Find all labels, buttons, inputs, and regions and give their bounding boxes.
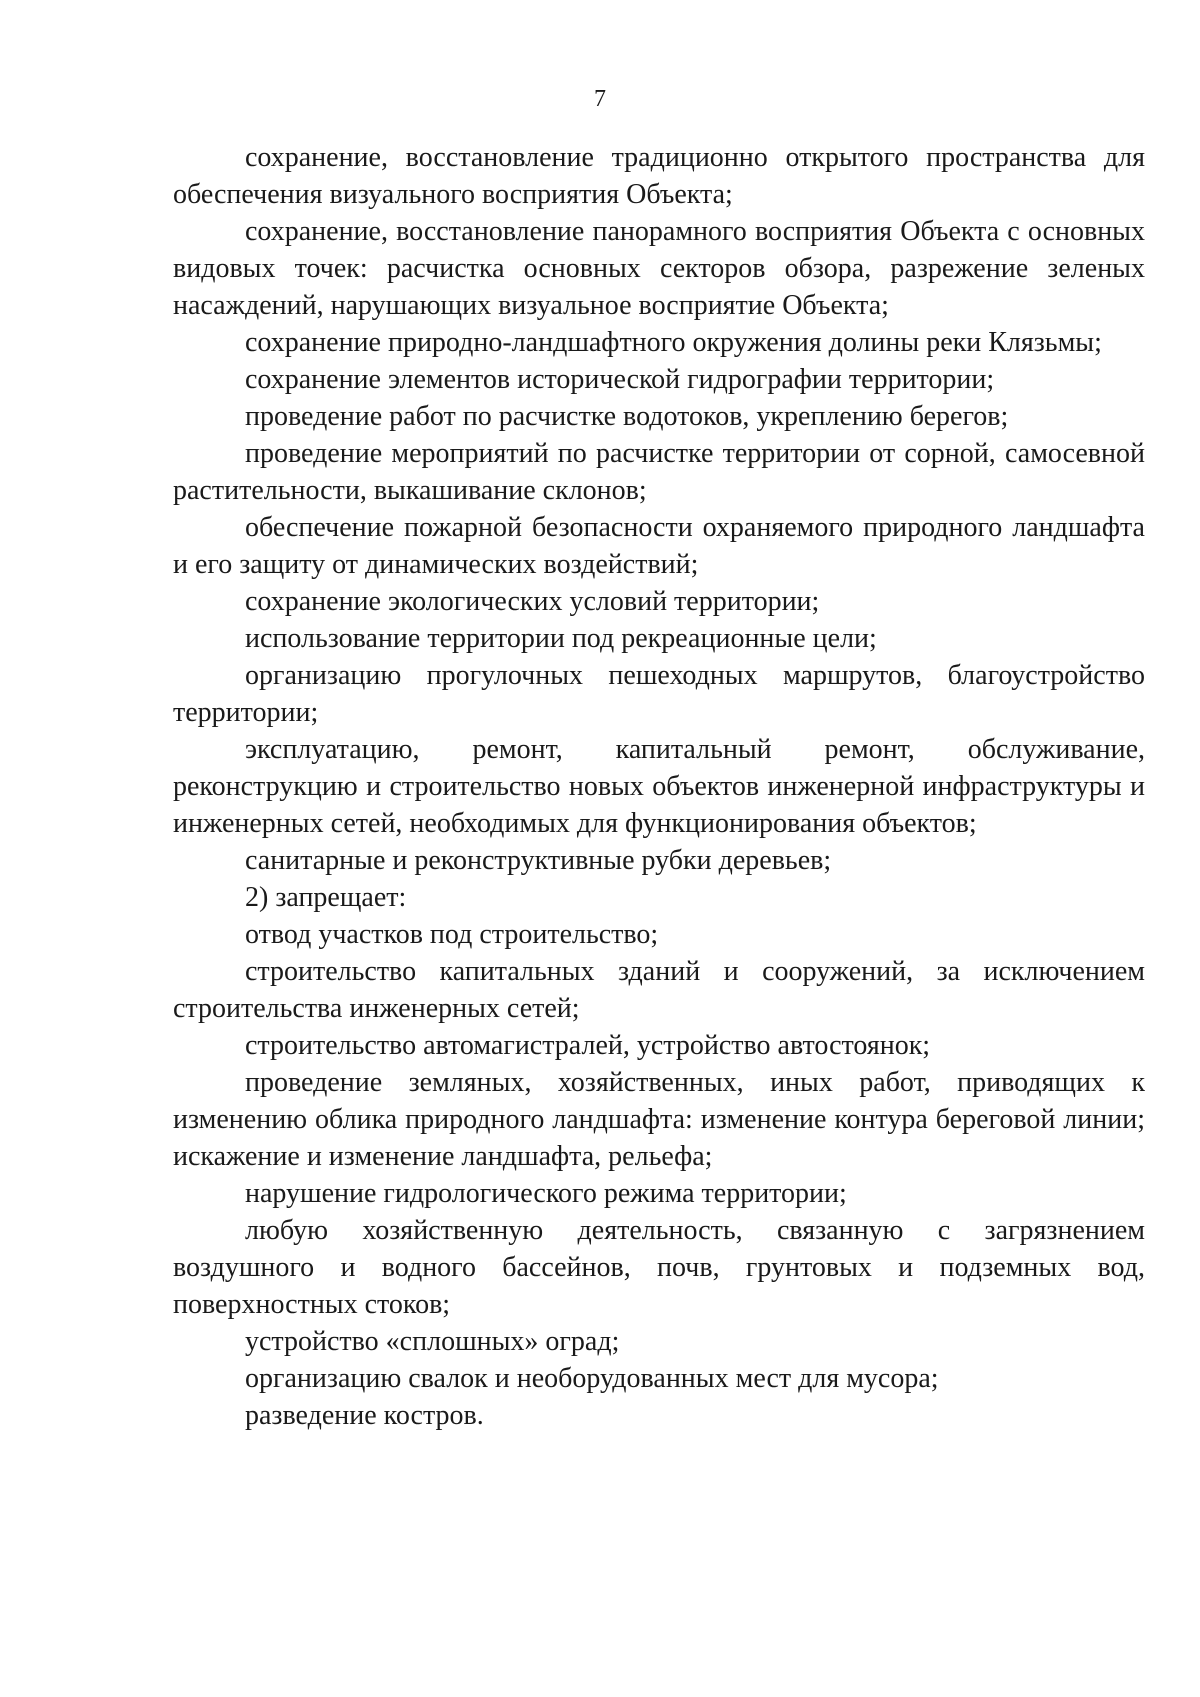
paragraph: обеспечение пожарной безопасности охраняемого природного ландшафта и его защиту от динамических воздействий; [173, 512, 1145, 580]
paragraph: строительство автомагистралей, устройство автостоянок; [245, 1030, 931, 1061]
paragraph: использование территории под рекреационные цели; [245, 623, 877, 654]
paragraph: сохранение экологических условий территории; [245, 586, 820, 617]
page-number: 7 [594, 86, 606, 112]
paragraph: организацию свалок и необорудованных мест для мусора; [245, 1363, 939, 1394]
section-heading: 2) запрещает: [245, 882, 407, 913]
document-body [173, 139, 1145, 1434]
paragraph: нарушение гидрологического режима территории; [245, 1178, 847, 1209]
paragraph: сохранение, восстановление панорамного восприятия Объекта с основных видовых точек: расчистка основных секторов обзора, разрежение зеленых насаждений, нарушающих визуальное восприятие Объекта; [173, 216, 1145, 321]
paragraph: сохранение природно-ландшафтного окружения долины реки Клязьмы; [245, 327, 1102, 358]
paragraph: проведение земляных, хозяйственных, иных работ, приводящих к изменению облика природного ландшафта: изменение контура береговой линии; искажение и изменение ландшафта, рельефа; [173, 1067, 1145, 1172]
paragraph: сохранение, восстановление традиционно открытого пространства для обеспечения визуального восприятия Объекта; [173, 142, 1145, 210]
paragraph: строительство капитальных зданий и сооружений, за исключением строительства инженерных сетей; [173, 956, 1145, 1024]
paragraph: любую хозяйственную деятельность, связанную с загрязнением воздушного и водного бассейнов, почв, грунтовых и подземных вод, поверхностных стоков; [173, 1215, 1145, 1320]
paragraph: организацию прогулочных пешеходных маршрутов, благоустройство территории; [173, 660, 1145, 728]
paragraph: проведение мероприятий по расчистке территории от сорной, самосевной растительности, выкашивание склонов; [173, 438, 1145, 506]
paragraph: разведение костров. [245, 1400, 484, 1431]
paragraph: санитарные и реконструктивные рубки деревьев; [245, 845, 832, 876]
paragraph: устройство «сплошных» оград; [245, 1326, 620, 1357]
paragraph: эксплуатацию, ремонт, капитальный ремонт, обслуживание, реконструкцию и строительство новых объектов инженерной инфраструктуры и инженерных сетей, необходимых для функционирования объектов; [173, 734, 1145, 839]
paragraph: сохранение элементов исторической гидрографии территории; [245, 364, 995, 395]
paragraph: отвод участков под строительство; [245, 919, 659, 950]
paragraph: проведение работ по расчистке водотоков, укреплению берегов; [245, 401, 1009, 432]
